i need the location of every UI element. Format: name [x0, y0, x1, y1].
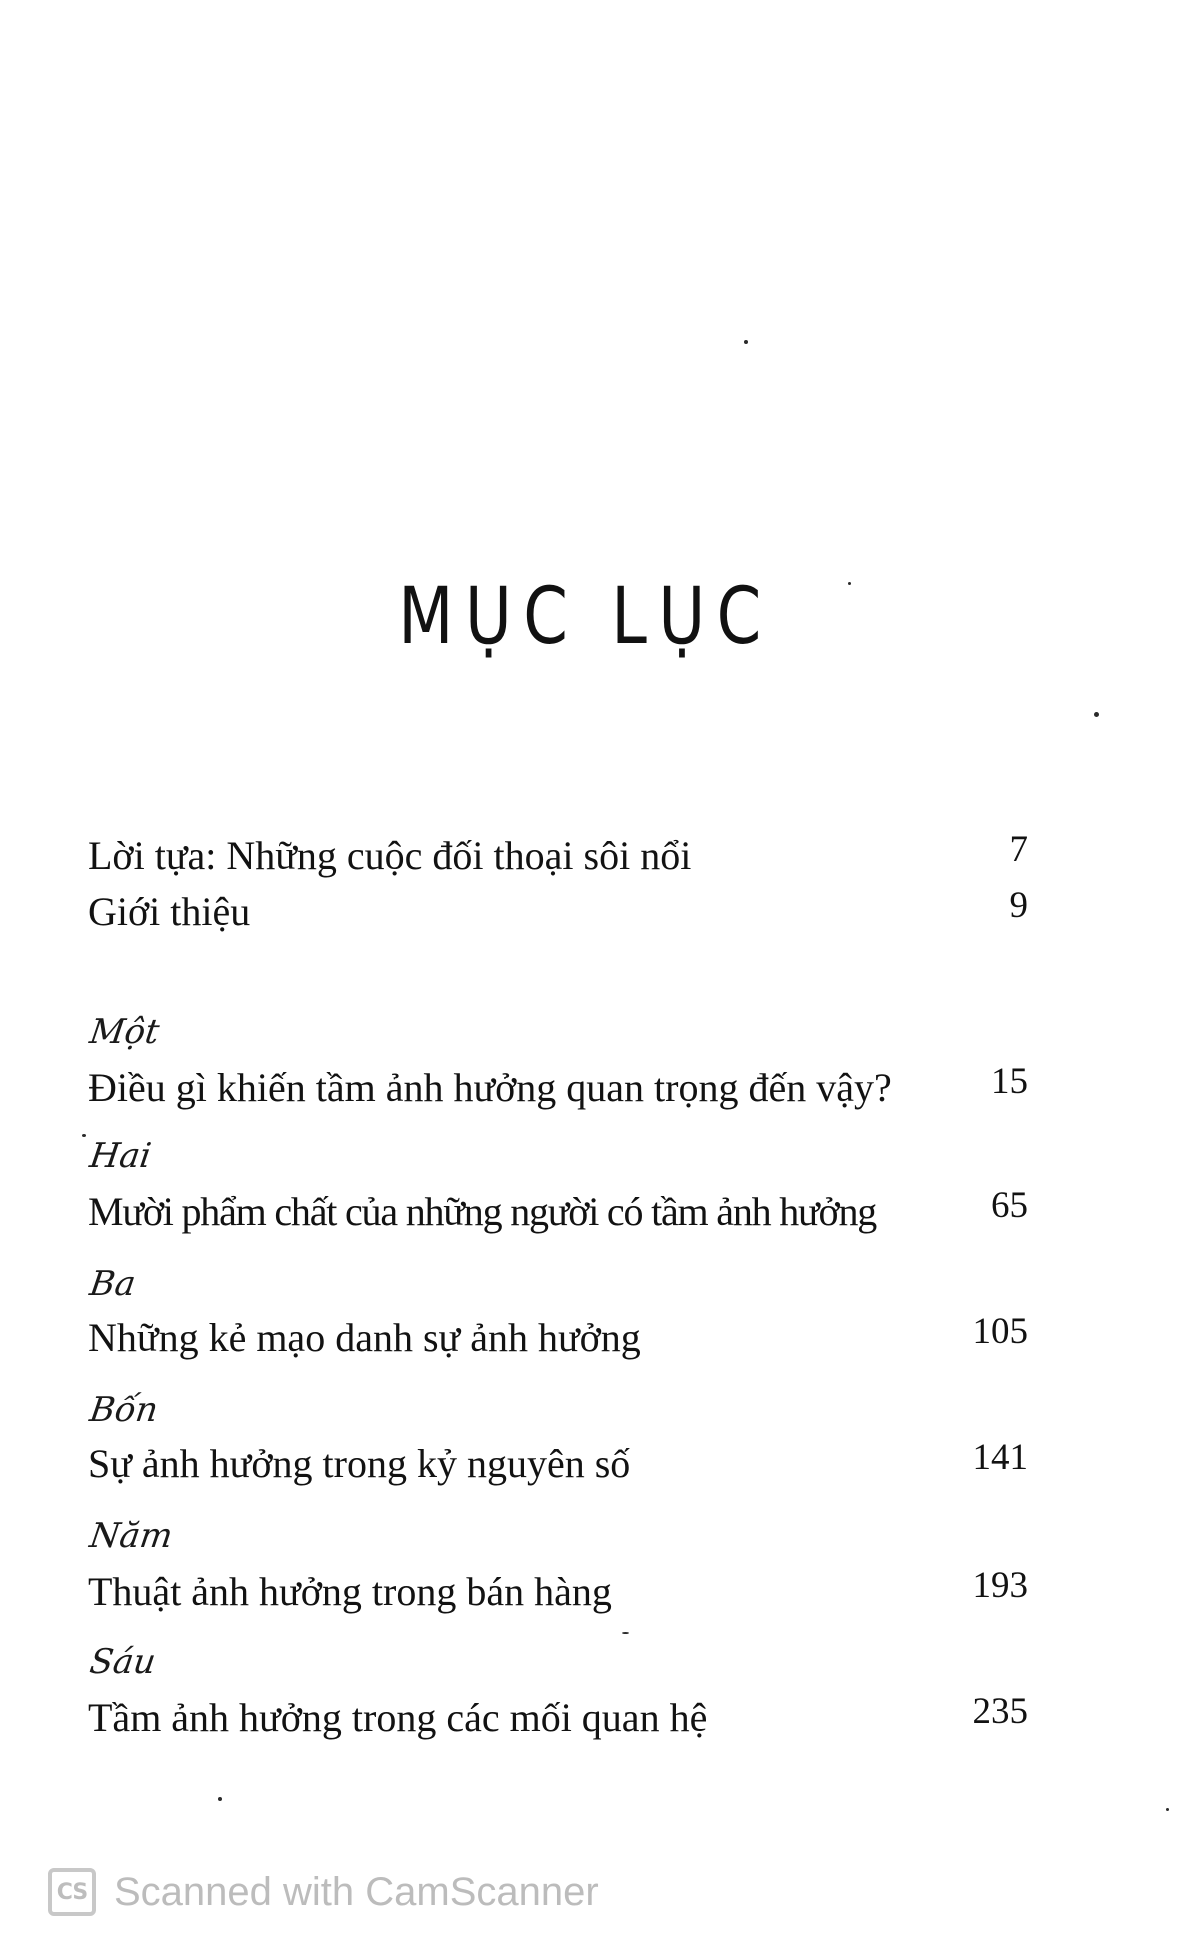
scanner-watermark	[48, 1862, 599, 1922]
scan-speck	[622, 1632, 629, 1634]
watermark-text: Scanned with CamScanner	[114, 1869, 599, 1914]
toc-entry-page-number: 105	[972, 1311, 1028, 1352]
toc-entry-label: Lời tựa: Những cuộc đối thoại sôi nổi	[88, 833, 692, 878]
scan-speck	[744, 340, 748, 344]
page-title: MỤC LỤC	[398, 572, 773, 662]
toc-entry-page-number: 65	[991, 1185, 1028, 1226]
toc-entry-part-4	[88, 1437, 1028, 1488]
scan-speck	[1094, 712, 1099, 717]
toc-entry-label: Điều gì khiến tầm ảnh hưởng quan trọng đến vậy?	[88, 1065, 892, 1110]
toc-entry-label: Mười phẩm chất của những người có tầm ảnh hưởng	[88, 1189, 877, 1234]
toc-entry-part-3	[88, 1311, 1028, 1362]
toc-entry-label: Những kẻ mạo danh sự ảnh hưởng	[88, 1315, 641, 1360]
toc-entry-part-5	[88, 1565, 1028, 1616]
part-label: Sáu	[87, 1642, 159, 1682]
scan-speck	[218, 1797, 222, 1801]
toc-entry-page-number: 15	[991, 1061, 1028, 1102]
part-label: Hai	[87, 1136, 154, 1176]
part-label: Ba	[87, 1264, 139, 1304]
toc-entry-page-number: 7	[1009, 829, 1028, 870]
toc-entry-page-number: 9	[1009, 885, 1028, 926]
camscanner-logo-icon: CS	[48, 1868, 96, 1916]
toc-entry-page-number: 235	[972, 1691, 1028, 1732]
part-label: Một	[87, 1012, 162, 1052]
part-label: Bốn	[87, 1390, 161, 1430]
toc-entry-label: Giới thiệu	[88, 889, 251, 934]
toc-entry-part-1	[88, 1061, 1028, 1112]
toc-entry-part-6	[88, 1691, 1028, 1742]
toc-entry-label: Thuật ảnh hưởng trong bán hàng	[88, 1569, 612, 1614]
scan-speck	[1166, 1808, 1169, 1811]
scan-speck	[82, 1134, 86, 1137]
toc-entry-page-number: 141	[972, 1437, 1028, 1478]
toc-entry-preface	[88, 829, 1028, 880]
toc-entry-part-2	[88, 1185, 1028, 1236]
part-label: Năm	[87, 1516, 176, 1556]
toc-entry-page-number: 193	[972, 1565, 1028, 1606]
toc-entry-label: Tầm ảnh hưởng trong các mối quan hệ	[88, 1695, 708, 1740]
toc-entry-label: Sự ảnh hưởng trong kỷ nguyên số	[88, 1441, 631, 1486]
toc-entry-introduction	[88, 885, 1028, 936]
